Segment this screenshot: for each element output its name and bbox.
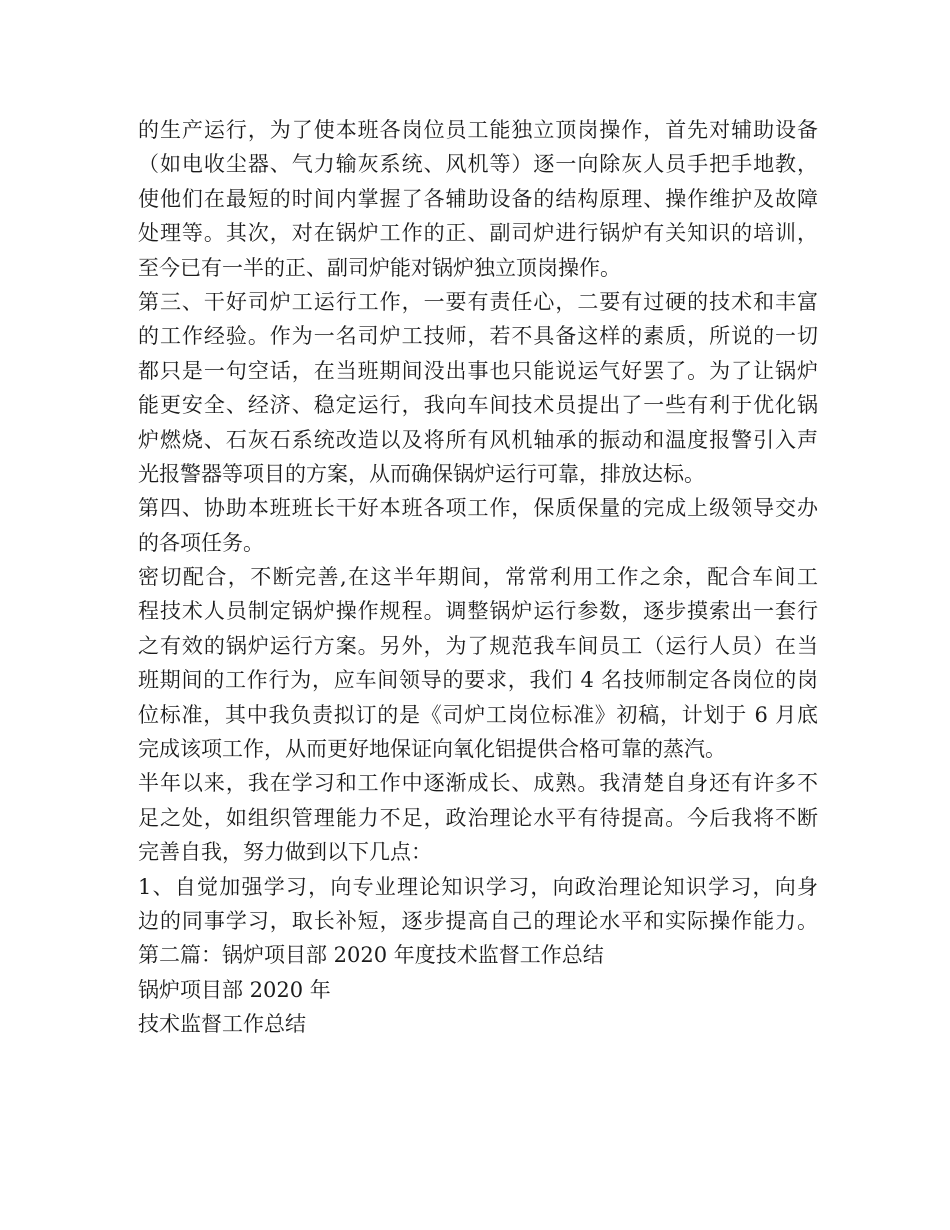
- text-line: 的各项任务。: [138, 530, 264, 555]
- text-line: 第三、干好司炉工运行工作，一要有责任心，二要有过硬的技术和丰富: [138, 289, 818, 314]
- text-line: 技术监督工作总结: [138, 1012, 306, 1037]
- text-line: 第四、协助本班班长干好本班各项工作，保质保量的完成上级领导交办: [138, 496, 818, 521]
- text-line: 第二篇：锅炉项目部 2020 年度技术监督工作总结: [138, 943, 604, 968]
- text-line: 炉燃烧、石灰石系统改造以及将所有风机轴承的振动和温度报警引入声: [138, 427, 818, 452]
- text-line: 处理等。其次，对在锅炉工作的正、副司炉进行锅炉有关知识的培训，: [138, 221, 818, 246]
- text-line: 完成该项工作，从而更好地保证向氧化铝提供合格可靠的蒸汽。: [138, 737, 726, 762]
- document-body: [138, 113, 818, 1042]
- text-line: 锅炉项目部 2020 年: [138, 977, 331, 1002]
- text-line: 密切配合，不断完善,在这半年期间，常常利用工作之余，配合车间工: [138, 565, 818, 590]
- text-line: 都只是一句空话，在当班期间没出事也只能说运气好罢了。为了让锅炉: [138, 358, 818, 383]
- text-line: 的工作经验。作为一名司炉工技师，若不具备这样的素质，所说的一切: [138, 324, 818, 349]
- text-line: 1、自觉加强学习，向专业理论知识学习，向政治理论知识学习，向身: [138, 874, 818, 899]
- text-line: 光报警器等项目的方案，从而确保锅炉运行可靠，排放达标。: [138, 461, 705, 486]
- text-line: （如电收尘器、气力输灰系统、风机等）逐一向除灰人员手把手地教，: [138, 152, 818, 177]
- text-line: 班期间的工作行为，应车间领导的要求，我们 4 名技师制定各岗位的岗: [138, 668, 818, 693]
- text-line: 边的同事学习，取长补短，逐步提高自己的理论水平和实际操作能力。: [138, 908, 818, 933]
- text-line: 至今已有一半的正、副司炉能对锅炉独立顶岗操作。: [138, 255, 621, 280]
- text-line: 半年以来，我在学习和工作中逐渐成长、成熟。我清楚自身还有许多不: [138, 771, 818, 796]
- text-line: 使他们在最短的时间内掌握了各辅助设备的结构原理、操作维护及故障: [138, 186, 818, 211]
- text-line: 之有效的锅炉运行方案。另外，为了规范我车间员工（运行人员）在当: [138, 633, 818, 658]
- text-line: 足之处，如组织管理能力不足，政治理论水平有待提高。今后我将不断: [138, 805, 818, 830]
- text-line: 程技术人员制定锅炉操作规程。调整锅炉运行参数，逐步摸索出一套行: [138, 599, 818, 624]
- text-line: 的生产运行，为了使本班各岗位员工能独立顶岗操作，首先对辅助设备: [138, 118, 818, 142]
- text-line: 能更安全、经济、稳定运行，我向车间技术员提出了一些有利于优化锅: [138, 393, 818, 418]
- text-line: 位标准，其中我负责拟订的是《司炉工岗位标准》初稿，计划于 6 月底: [138, 702, 818, 727]
- text-line: 完善自我，努力做到以下几点：: [138, 840, 432, 865]
